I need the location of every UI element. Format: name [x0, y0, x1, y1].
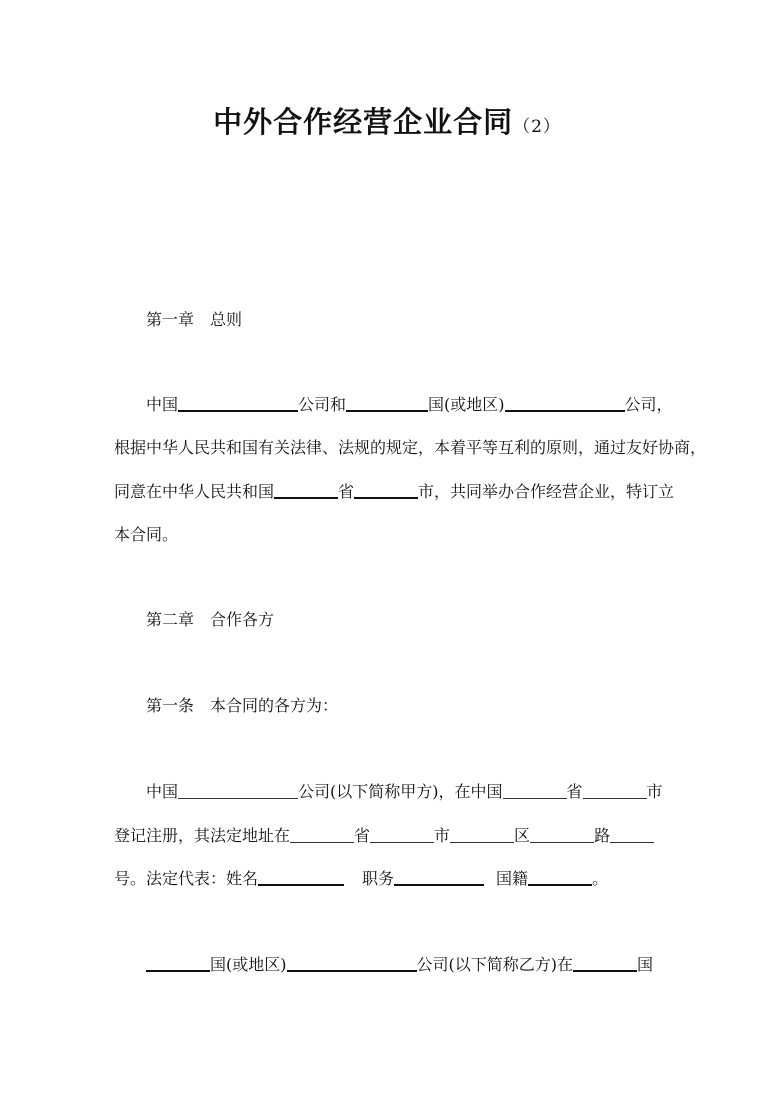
- article1-heading: 第一条 本合同的各方为：: [146, 696, 339, 715]
- blank-field[interactable]: [178, 782, 298, 799]
- blank-field[interactable]: [354, 481, 418, 499]
- blank-field[interactable]: [274, 481, 338, 499]
- blank-field[interactable]: [530, 826, 594, 843]
- chapter1-heading: 第一章 总则: [146, 310, 243, 329]
- blank-field[interactable]: [178, 394, 298, 412]
- blank-field[interactable]: [370, 826, 434, 843]
- para2-line3: 号。法定代表：姓名 职务 国籍 。: [114, 869, 609, 888]
- para1-line2: 根据中华人民共和国有关法律、法规的规定，本着平等互利的原则，通过友好协商，: [114, 438, 707, 457]
- blank-field[interactable]: [610, 826, 654, 843]
- blank-field[interactable]: [528, 868, 592, 886]
- para2-line1: 中国 公司(以下简称甲方)，在中国 省 市: [146, 782, 663, 801]
- chapter2-heading: 第二章 合作各方: [146, 610, 275, 629]
- title-suffix: （2）: [513, 117, 561, 137]
- blank-field[interactable]: [583, 782, 647, 799]
- para1-line3: 同意在中华人民共和国 省 市，共同举办合作经营企业，特订立: [114, 482, 675, 501]
- blank-field[interactable]: [505, 394, 625, 412]
- blank-field[interactable]: [503, 782, 567, 799]
- blank-field[interactable]: [573, 954, 637, 972]
- blank-field[interactable]: [346, 394, 428, 412]
- blank-field[interactable]: [287, 954, 417, 972]
- blank-field[interactable]: [146, 954, 210, 972]
- para2-line2: 登记注册，其法定地址在 省 市 区 路: [114, 825, 654, 847]
- para3-line1: 国(或地区) 公司(以下简称乙方)在 国: [146, 954, 653, 976]
- title-main: 中外合作经营企业合同: [213, 105, 514, 139]
- para1-line1: 中国 公司和 国(或地区) 公司，: [146, 395, 673, 414]
- blank-field[interactable]: [450, 826, 514, 843]
- blank-field[interactable]: [290, 826, 354, 843]
- document-title: [0, 100, 774, 141]
- blank-field[interactable]: [258, 868, 344, 886]
- blank-field[interactable]: [394, 868, 484, 886]
- para1-line4: 本合同。: [114, 525, 179, 544]
